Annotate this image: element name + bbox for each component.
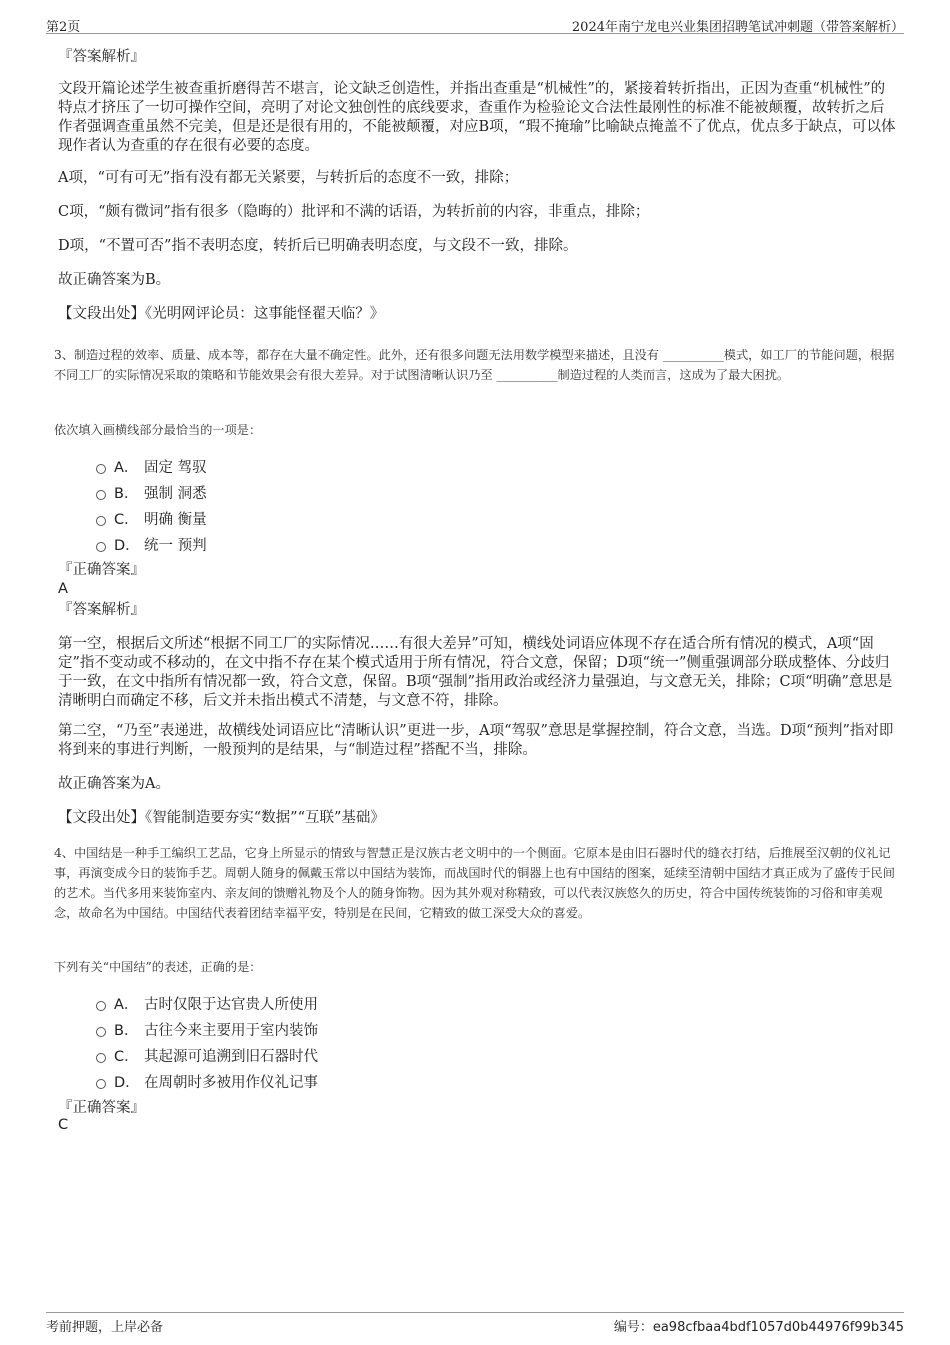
option-key: A． [114,460,139,476]
option-key: C． [114,512,139,528]
radio-icon[interactable] [96,464,106,474]
option-key: B． [114,1023,139,1039]
radio-icon[interactable] [96,490,106,500]
q4-prompt: 下列有关“中国结”的表述，正确的是： [54,960,262,974]
q3-correct-answer: A [58,581,68,597]
q2-answer-statement: 故正确答案为B。 [58,272,171,288]
q2-analysis-label: 『答案解析』 [58,49,145,65]
option-text: 固定 驾驭 [144,460,207,476]
q3-analysis-label: 『答案解析』 [58,602,145,618]
q3-option-c[interactable] [96,508,207,529]
q3-source: 【文段出处】《智能制造要夯实“数据”“互联”基础》 [58,810,385,826]
page-number: 第2页 [46,20,81,35]
q2-analysis-paragraph-2: A项，“可有可无”指有没有都无关紧要，与转折后的态度不一致，排除； [58,170,519,186]
q4-correct-label: 『正确答案』 [58,1100,145,1116]
radio-icon[interactable] [96,516,106,526]
q3-option-d[interactable] [96,534,207,555]
q4-correct-answer: C [58,1117,69,1133]
option-text: 统一 预判 [144,538,207,554]
document-title: 2024年南宁龙电兴业集团招聘笔试冲刺题（带答案解析） [571,20,904,35]
q2-analysis-paragraph-3: C项，“颇有微词”指有很多（隐晦的）批评和不满的话语，为转折前的内容，非重点，排除； [58,204,650,220]
option-text: 古往今来主要用于室内装饰 [144,1023,318,1039]
document-id: 编号：ea98cfbaa4bdf1057d0b44976f99b345 [613,1320,904,1335]
q4-option-c[interactable] [96,1045,318,1066]
q4-option-a[interactable] [96,993,318,1014]
radio-icon[interactable] [96,1079,106,1089]
option-text: 古时仅限于达官贵人所使用 [144,997,318,1013]
option-text: 在周朝时多被用作仪礼记事 [144,1075,318,1091]
q4-option-d[interactable] [96,1071,318,1092]
option-text: 明确 衡量 [144,512,207,528]
q3-option-a[interactable] [96,456,207,477]
q3-prompt: 依次填入画横线部分最恰当的一项是： [54,423,262,437]
q3-stem: 3、制造过程的效率、质量、成本等，都存在大量不确定性。此外，还有很多问题无法用数学模型来描述，且没有 __________模式，如工厂的节能问题，根据不同工厂的实际情况采取的策略和节能效果会有很大差异。对于试图清晰认识乃至 __________制造过程的人类而言，这成为了最大困扰。 [54,348,895,382]
option-text: 其起源可追溯到旧石器时代 [144,1049,318,1065]
q3-analysis-paragraph-1: 第一空，根据后文所述“根据不同工厂的实际情况……有很大差异”可知，横线处词语应体现不存在适合所有情况的模式，A项“固定”指不变动或不移动的，在文中指不存在某个模式适用于所有情况，符合文意，保留；D项“统一”侧重强调部分联成整体、分歧归于一致，在文中指所有情况都一致，符合文意，保留。B项“强制”指用政治或经济力量强迫，与文意无关，排除；C项“明确”意思是清晰明白而确定不移，后文并未指出模式不清楚，与文意不符，排除。 [58,636,893,709]
q3-correct-label: 『正确答案』 [58,562,145,578]
q2-analysis-paragraph-1: 文段开篇论述学生被查重折磨得苦不堪言，论文缺乏创造性，并指出查重是“机械性”的，紧接着转折指出，正因为查重“机械性”的特点才挤压了一切可操作空间，亮明了对论文独创性的底线要求，查重作为检验论文合法性最刚性的标准不能被颠覆，故转折之后作者强调查重虽然不完美，但是还是很有用的，不能被颠覆，对应B项，“瑕不掩瑜”比喻缺点掩盖不了优点，优点多于缺点，可以体现作者认为查重的存在很有必要的态度。 [58,81,896,154]
radio-icon[interactable] [96,1027,106,1037]
option-key: A． [114,997,139,1013]
option-key: D． [114,538,140,554]
radio-icon[interactable] [96,1053,106,1063]
option-text: 强制 洞悉 [144,486,207,502]
option-key: D． [114,1075,140,1091]
q4-option-b[interactable] [96,1019,318,1040]
q2-analysis-paragraph-4: D项，“不置可否”指不表明态度，转折后已明确表明态度，与文段不一致，排除。 [58,238,578,254]
page-footer [46,1312,904,1334]
q2-source: 【文段出处】《光明网评论员：这事能怪翟天临？》 [58,306,385,322]
q3-answer-statement: 故正确答案为A。 [58,776,170,792]
q3-option-b[interactable] [96,482,207,503]
option-key: C． [114,1049,139,1065]
footer-slogan: 考前押题，上岸必备 [46,1320,164,1335]
option-key: B． [114,486,139,502]
q4-stem: 4、中国结是一种手工编织工艺品，它身上所显示的情致与智慧正是汉族古老文明中的一个侧面。它原本是由旧石器时代的缝衣打结，后推展至汉朝的仪礼记事，再演变成今日的装饰手艺。周朝人随身的佩戴玉常以中国结为装饰，而战国时代的铜器上也有中国结的图案，延续至清朝中国结才真正成为了盛传于民间的艺术。当代多用来装饰室内、亲友间的馈赠礼物及个人的随身饰物。因为其外观对称精致，可以代表汉族悠久的历史，符合中国传统装饰的习俗和审美观念，故命名为中国结。中国结代表着团结幸福平安，特别是在民间，它精致的做工深受大众的喜爱。 [54,846,895,920]
radio-icon[interactable] [96,1001,106,1011]
q3-analysis-paragraph-2: 第二空，“乃至”表递进，故横线处词语应比“清晰认识”更进一步，A项“驾驭”意思是掌握控制，符合文意，当选。D项“预判”指对即将到来的事进行判断，一般预判的是结果，与“制造过程”搭配不当，排除。 [58,723,894,758]
radio-icon[interactable] [96,542,106,552]
page-header [46,14,904,34]
